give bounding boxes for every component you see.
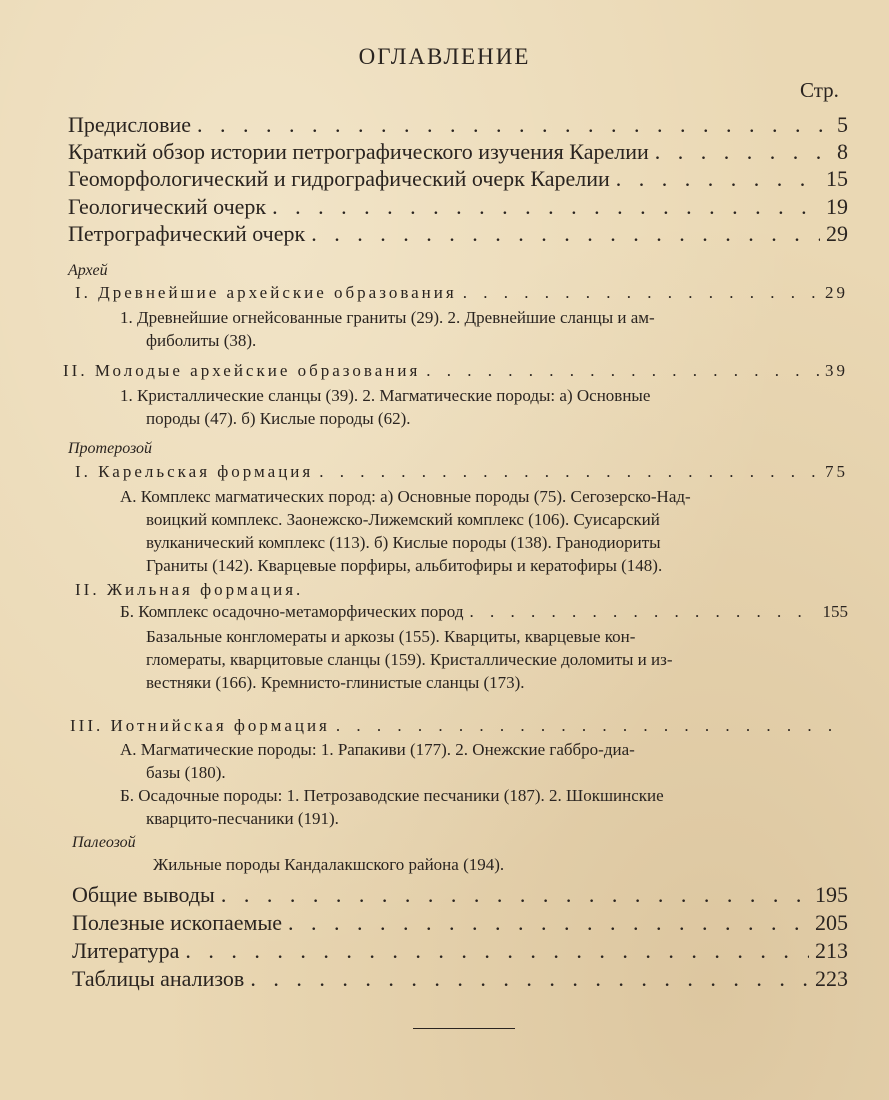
toc-entry-history[interactable] (68, 139, 848, 165)
text-line: А. Магматические породы: 1. Рапакиви (177). 2. Онежские габбро-диа- (120, 740, 635, 759)
toc-entry-label: Полезные ископаемые (72, 910, 282, 935)
toc-entry-label: III. Иотнийская формация (70, 716, 330, 735)
toc-entry-page: 205 (815, 910, 848, 935)
text-line: породы (47). б) Кислые породы (62). (146, 409, 411, 428)
leader-dots (272, 194, 820, 220)
section-heading-paleozoic: Палеозой (72, 834, 136, 851)
section-heading-archean: Архей (68, 262, 108, 279)
text-line: вулканический комплекс (113). б) Кислые породы (138). Гранодиориты (146, 533, 661, 552)
end-rule (413, 1028, 515, 1029)
section-heading-proterozoic: Протерозой (68, 440, 153, 457)
toc-entry-label: Краткий обзор истории петрографического изучения Карелии (68, 139, 649, 164)
leader-dots (463, 283, 819, 303)
toc-entry-geomorphology[interactable] (68, 166, 848, 192)
toc-entry-page: 75 (825, 462, 848, 481)
toc-entry-page: 15 (826, 166, 848, 191)
toc-entry-page: 155 (822, 602, 848, 621)
toc-entry-page: 213 (815, 938, 848, 963)
toc-entry-archean-ii[interactable] (63, 361, 848, 381)
toc-entry-sedimentary-complex[interactable] (120, 602, 848, 622)
text-line: Базальные конгломераты и аркозы (155). Кварциты, кварцевые кон- (146, 627, 636, 646)
text-line: А. Комплекс магматических пород: а) Основные породы (75). Сегозерско-Над- (120, 487, 691, 506)
leader-dots (319, 462, 819, 482)
leader-dots (655, 139, 831, 165)
toc-entry-page: 19 (826, 194, 848, 219)
toc-entry-preface[interactable] (68, 112, 848, 138)
toc-entry-label: Петрографический очерк (68, 221, 306, 246)
text-line: Б. Осадочные породы: 1. Петрозаводские песчаники (187). 2. Шокшинские (120, 786, 664, 805)
leader-dots (311, 221, 820, 247)
toc-entry-proterozoic-iii[interactable] (70, 716, 848, 736)
text-line: Граниты (142). Кварцевые порфиры, альбитофиры и кератофиры (148). (146, 556, 663, 575)
toc-entry-label: I. Древнейшие архейские образования (75, 283, 457, 302)
leader-dots (221, 882, 809, 908)
text-line: фиболиты (38). (146, 331, 257, 350)
text-line: 1. Древнейшие огнейсованные граниты (29). 2. Древнейшие сланцы и ам- (120, 308, 655, 327)
toc-entry-page: 29 (826, 221, 848, 246)
toc-entry-proterozoic-i[interactable] (75, 462, 848, 482)
text-line: гломераты, кварцитовые сланцы (159). Кристаллические доломиты и из- (146, 650, 673, 669)
page-column-label: Стр. (800, 78, 839, 102)
toc-entry-label: Геоморфологический и гидрографический очерк Карелии (68, 166, 610, 191)
text-line: вестняки (166). Кремнисто-глинистые сланцы (173). (146, 673, 525, 692)
leader-dots (616, 166, 820, 192)
toc-entry-label: Общие выводы (72, 882, 215, 907)
toc-entry-label: II. Молодые архейские образования (63, 361, 421, 380)
toc-entry-proterozoic-ii[interactable]: II. Жильная формация. (75, 580, 304, 599)
toc-entry-archean-i[interactable] (75, 283, 848, 303)
toc-entry-label: Б. Комплекс осадочно-метаморфических пород (120, 602, 464, 621)
toc-entry-page: 223 (815, 966, 848, 991)
page-title: ОГЛАВЛЕНИЕ (358, 44, 531, 69)
toc-entry-literature[interactable] (72, 938, 848, 964)
text-line: 1. Кристаллические сланцы (39). 2. Магматические породы: а) Основные (120, 386, 651, 405)
leader-dots (469, 602, 816, 622)
toc-entry-label: Литература (72, 938, 180, 963)
text-line: Жильные породы Кандалакшского района (194). (153, 855, 505, 874)
toc-entry-page: 39 (825, 361, 848, 380)
toc-entry-conclusions[interactable] (72, 882, 848, 908)
toc-entry-minerals[interactable] (72, 910, 848, 936)
toc-entry-page: 29 (825, 283, 848, 302)
text-line: базы (180). (146, 763, 226, 782)
toc-entry-petrography[interactable] (68, 221, 848, 247)
leader-dots (185, 938, 809, 964)
toc-entry-page: 195 (815, 882, 848, 907)
toc-entry-geology[interactable] (68, 194, 848, 220)
leader-dots (288, 910, 809, 936)
toc-entry-label: Предисловие (68, 112, 191, 137)
leader-dots (197, 112, 831, 138)
leader-dots (336, 716, 842, 736)
toc-entry-label: I. Карельская формация (75, 462, 314, 481)
leader-dots (250, 966, 809, 992)
toc-entry-label: Геологический очерк (68, 194, 267, 219)
leader-dots (426, 361, 819, 381)
text-line: кварцито-песчаники (191). (146, 809, 339, 828)
toc-entry-page: 8 (837, 139, 848, 164)
text-line: воицкий комплекс. Заонежско-Лижемский комплекс (106). Суисарский (146, 510, 660, 529)
toc-entry-page: 5 (837, 112, 848, 137)
toc-entry-label: Таблицы анализов (72, 966, 245, 991)
toc-entry-analysis-tables[interactable] (72, 966, 848, 992)
